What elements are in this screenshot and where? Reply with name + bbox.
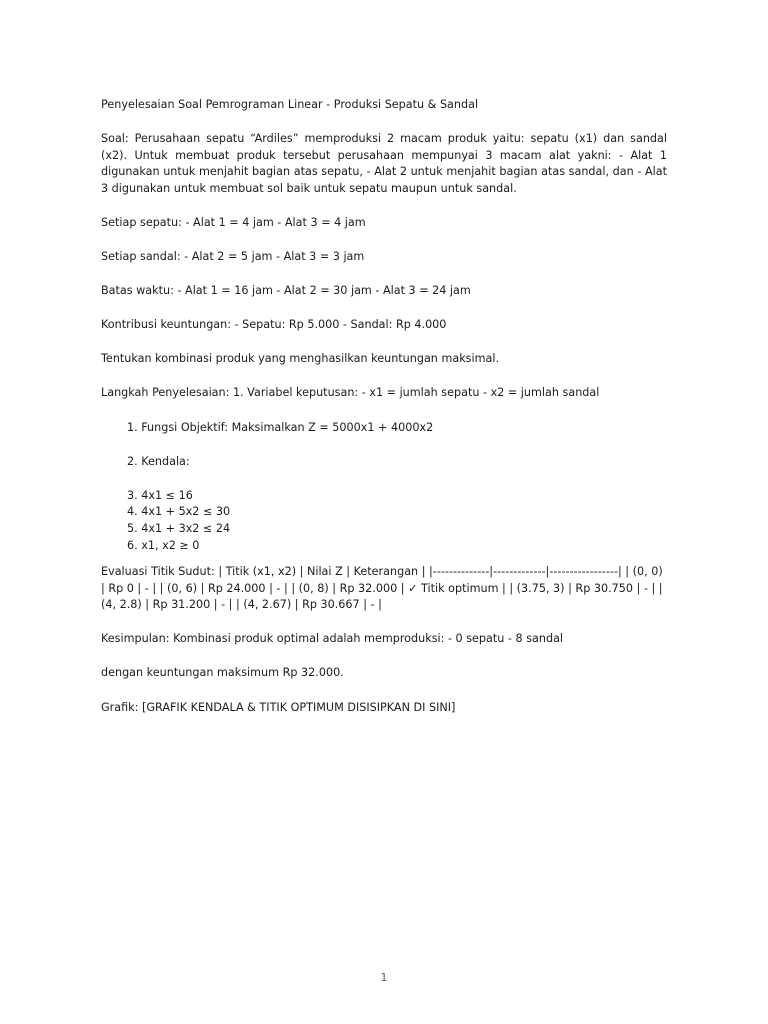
problem-statement: Soal: Perusahaan sepatu “Ardiles” memproduksi 2 macam produk yaitu: sepatu (x1) dan sandal (x2). Untuk membuat produk tersebut perusahaan mempunyai 3 macam alat yakni: - Alat 1 digunakan untuk menjahit bagian atas sepatu, - Alat 2 untuk menjahit bagian atas sandal, dan - Alat 3 digunakan untuk membuat sol baik untuk sepatu maupun untuk sandal. xyxy=(101,132,667,195)
constraint-item: 6. x1, x2 ≥ 0 xyxy=(127,538,200,552)
constraint-item: 5. 4x1 + 3x2 ≤ 24 xyxy=(127,521,231,535)
constraint-item: 4. 4x1 + 5x2 ≤ 30 xyxy=(127,505,231,519)
question: Tentukan kombinasi produk yang menghasilkan keuntungan maksimal. xyxy=(101,352,500,366)
time-limits: Batas waktu: - Alat 1 = 16 jam - Alat 2 = 30 jam - Alat 3 = 24 jam xyxy=(101,284,471,298)
shoe-hours: Setiap sepatu: - Alat 1 = 4 jam - Alat 3 = 4 jam xyxy=(101,215,366,229)
page-number: 1 xyxy=(380,972,388,984)
conclusion: Kesimpulan: Kombinasi produk optimal adalah memproduksi: - 0 sepatu - 8 sandal xyxy=(101,632,564,646)
sandal-hours: Setiap sandal: - Alat 2 = 5 jam - Alat 3 = 3 jam xyxy=(101,250,365,264)
document-title: Penyelesaian Soal Pemrograman Linear - Produksi Sepatu & Sandal xyxy=(101,98,479,111)
profit-contribution: Kontribusi keuntungan: - Sepatu: Rp 5.000 - Sandal: Rp 4.000 xyxy=(101,318,447,332)
objective-function: 1. Fungsi Objektif: Maksimalkan Z = 5000x1 + 4000x2 xyxy=(127,420,434,434)
constraints-list xyxy=(101,488,667,554)
steps-intro: Langkah Penyelesaian: 1. Variabel keputusan: - x1 = jumlah sepatu - x2 = jumlah sandal xyxy=(101,386,600,400)
constraints-heading: 2. Kendala: xyxy=(127,454,190,468)
document-body xyxy=(101,97,667,734)
max-profit: dengan keuntungan maksimum Rp 32.000. xyxy=(101,666,344,680)
corner-point-evaluation: Evaluasi Titik Sudut: | Titik (x1, x2) | Nilai Z | Keterangan | |--------------|-------------|-----------------| | (0, 0) | Rp 0 | - | | (0, 6) | Rp 24.000 | - | | (0, 8) | Rp 32.000 | ✓ Titik optimum | | (3.75, 3) | Rp 30.750 | - | | (4, 2.8) | Rp 31.200 | - | | (4, 2.67) | Rp 30.667 | - | xyxy=(101,565,663,612)
graph-placeholder: Grafik: [GRAFIK KENDALA & TITIK OPTIMUM DISISIPKAN DI SINI] xyxy=(101,700,456,714)
constraint-item: 3. 4x1 ≤ 16 xyxy=(127,488,193,502)
